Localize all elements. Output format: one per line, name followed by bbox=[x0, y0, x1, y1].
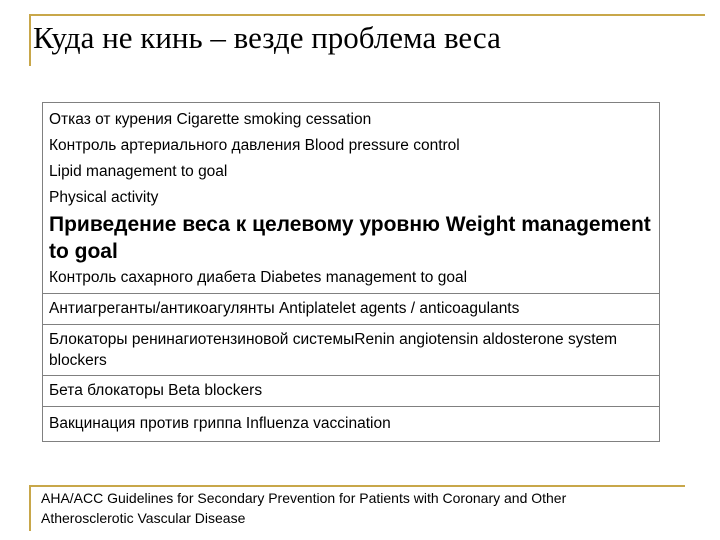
list-item: Контроль артериального давления Blood pressure control bbox=[49, 137, 460, 154]
list-item: Отказ от курения Cigarette smoking cessation bbox=[49, 111, 372, 128]
frame-line-horizontal-bottom bbox=[29, 485, 685, 487]
table-row bbox=[43, 294, 659, 325]
table-row bbox=[43, 376, 659, 407]
row-text: Бета блокаторы Beta blockers bbox=[49, 382, 263, 399]
highlight-item: Приведение веса к целевому уровню Weight management to goal bbox=[49, 213, 651, 263]
row-text: Антиагреганты/антикоагулянты Antiplatelet agents / anticoagulants bbox=[49, 300, 520, 317]
list-item: Контроль сахарного диабета Diabetes management to goal bbox=[49, 269, 468, 286]
table-row bbox=[43, 407, 659, 441]
frame-line-horizontal-top bbox=[29, 14, 705, 16]
frame-line-vertical-bottom bbox=[29, 485, 31, 531]
row-text: Блокаторы ренинагиотензиновой системыRenin angiotensin aldosterone system blockers bbox=[49, 331, 618, 369]
table-row bbox=[43, 325, 659, 376]
list-item: Physical activity bbox=[49, 189, 159, 206]
measures-group-cell bbox=[43, 103, 659, 294]
measures-table bbox=[42, 102, 660, 442]
list-item: Lipid management to goal bbox=[49, 163, 228, 180]
frame-line-vertical-top bbox=[29, 14, 31, 66]
row-text: Вакцинация против гриппа Influenza vaccination bbox=[49, 415, 391, 432]
citation-footer: AHA/ACC Guidelines for Secondary Prevention for Patients with Coronary and Other Atherosclerotic Vascular Disease bbox=[41, 490, 567, 526]
slide-title: Куда не кинь – везде проблема веса bbox=[33, 20, 501, 55]
